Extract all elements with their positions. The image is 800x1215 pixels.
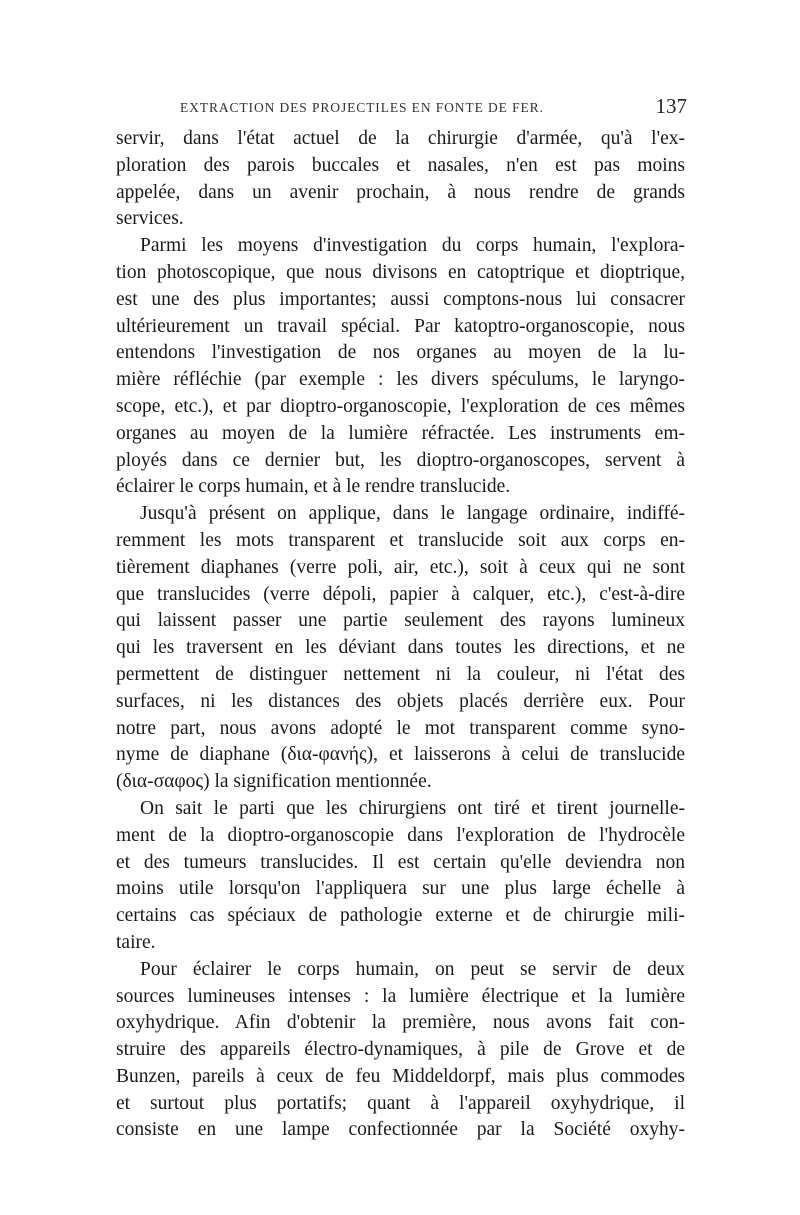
text-line: qui laissent passer une partie seulement des rayons lumineux (116, 610, 685, 632)
body-text (116, 126, 685, 1144)
text-line: ployés dans ce dernier but, les dioptro-organoscopes, servent à (116, 449, 685, 471)
text-line: permettent de distinguer nettement ni la couleur, ni l'état des (116, 663, 685, 685)
text-line: appelée, dans un avenir prochain, à nous rendre de grands (116, 181, 685, 203)
text-line: (δια-σαφος) la signification mentionnée. (116, 771, 432, 793)
text-line: organes au moyen de la lumière réfractée. Les instruments em- (116, 422, 685, 444)
text-line: tion photoscopique, que nous divisons en catoptrique et dioptrique, (116, 261, 685, 283)
text-line: ultérieurement un travail spécial. Par katoptro-organoscopie, nous (116, 315, 685, 337)
text-line: remment les mots transparent et translucide soit aux corps en- (116, 529, 685, 551)
text-line: Parmi les moyens d'investigation du corps humain, l'explora- (140, 235, 685, 257)
text-line: surfaces, ni les distances des objets placés derrière eux. Pour (116, 690, 685, 712)
text-line: Pour éclairer le corps humain, on peut se servir de deux (140, 958, 685, 980)
text-line: services. (116, 208, 184, 230)
text-line: ploration des parois buccales et nasales, n'en est pas moins (116, 154, 685, 176)
text-line: est une des plus importantes; aussi comptons-nous lui consacrer (116, 288, 685, 310)
text-line: mière réfléchie (par exemple : les divers spéculums, le laryngo- (116, 369, 685, 391)
running-title: EXTRACTION DES PROJECTILES EN FONTE DE FER. (180, 100, 544, 115)
text-line: qui les traversent en les déviant dans toutes les directions, et ne (116, 637, 685, 659)
text-line: entendons l'investigation de nos organes au moyen de la lu- (116, 342, 685, 364)
text-line: certains cas spéciaux de pathologie externe et de chirurgie mili- (116, 905, 685, 927)
text-line: oxyhydrique. Afin d'obtenir la première, nous avons fait con- (116, 1012, 685, 1034)
text-line: consiste en une lampe confectionnée par la Société oxyhy- (116, 1119, 685, 1141)
page-number: 137 (655, 94, 687, 118)
text-line: tièrement diaphanes (verre poli, air, etc.), soit à ceux qui ne sont (116, 556, 685, 578)
text-line: et des tumeurs translucides. Il est certain qu'elle deviendra non (116, 851, 685, 873)
text-line: struire des appareils électro-dynamiques, à pile de Grove et de (116, 1039, 685, 1061)
text-line: scope, etc.), et par dioptro-organoscopie, l'exploration de ces mêmes (116, 395, 685, 417)
text-line: nyme de diaphane (δια-φανής), et laisserons à celui de translucide (116, 744, 685, 766)
text-line: ment de la dioptro-organoscopie dans l'exploration de l'hydrocèle (116, 824, 685, 846)
text-line: Jusqu'à présent on applique, dans le langage ordinaire, indiffé- (140, 503, 685, 525)
text-line: que translucides (verre dépoli, papier à calquer, etc.), c'est-à-dire (116, 583, 685, 605)
text-line: notre part, nous avons adopté le mot transparent comme syno- (116, 717, 685, 739)
text-line: Bunzen, pareils à ceux de feu Middeldorpf, mais plus commodes (116, 1065, 685, 1087)
book-page (116, 92, 685, 1144)
text-line: et surtout plus portatifs; quant à l'appareil oxyhydrique, il (116, 1092, 685, 1114)
text-line: éclairer le corps humain, et à le rendre translucide. (116, 476, 511, 498)
text-line: On sait le parti que les chirurgiens ont tiré et tirent journelle- (140, 797, 685, 819)
text-line: servir, dans l'état actuel de la chirurgie d'armée, qu'à l'ex- (116, 128, 685, 149)
text-line: moins utile lorsqu'on l'appliquera sur une plus large échelle à (116, 878, 685, 900)
running-head (116, 92, 685, 122)
text-line: taire. (116, 931, 156, 953)
text-line: sources lumineuses intenses : la lumière électrique et la lumière (116, 985, 685, 1007)
